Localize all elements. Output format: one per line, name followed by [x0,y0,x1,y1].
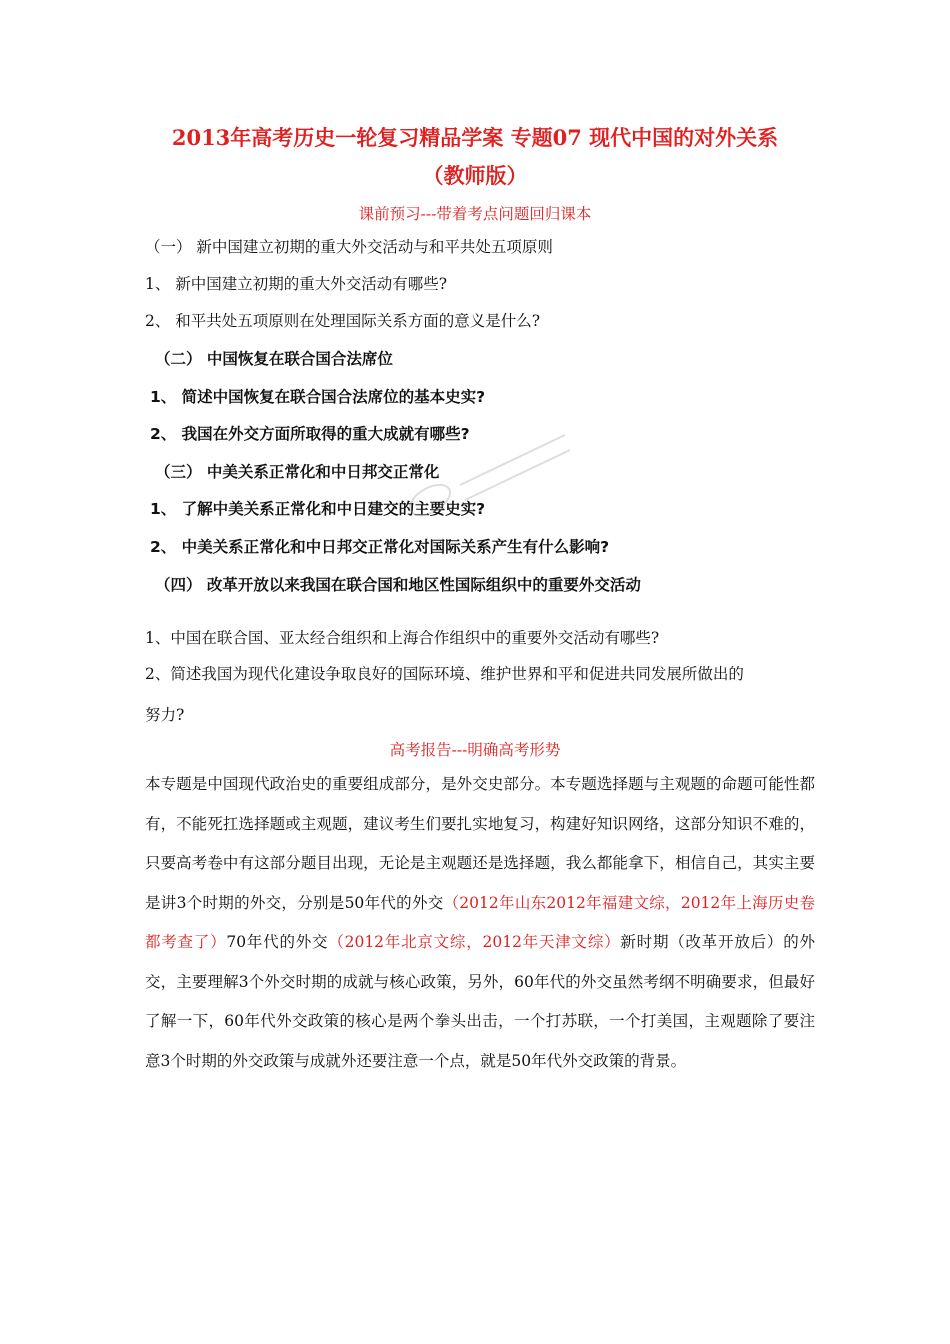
section-heading-preview: 课前预习---带着考点问题回归课本 [358,205,592,223]
section-heading-report: 高考报告---明确高考形势 [389,741,561,759]
part4-question-1: 1、中国在联合国、亚太经合组织和上海合作组织中的重要外交活动有哪些? [145,629,660,647]
part2-question-2: 2、 我国在外交方面所取得的重大成就有哪些? [150,425,470,443]
part3-heading: （三） 中美关系正常化和中日邦交正常化 [155,463,440,481]
report-citation-2: （2012年北京文综，2012年天津文综） [328,933,621,951]
part3-question-1: 1、 了解中美关系正常化和中日建交的主要史实? [150,500,486,518]
part4-heading: （四） 改革开放以来我国在联合国和地区性国际组织中的重要外交活动 [155,576,641,594]
part3-question-2: 2、 中美关系正常化和中日邦交正常化对国际关系产生有什么影响? [150,538,610,556]
part4-question-2-cont: 努力? [145,706,185,724]
part1-heading: （一） 新中国建立初期的重大外交活动与和平共处五项原则 [145,238,553,256]
part1-question-1: 1、 新中国建立初期的重大外交活动有哪些? [145,275,448,293]
report-text-2: 70年代的外交 [226,933,329,951]
part4-question-2: 2、简述我国为现代化建设争取良好的国际环境、维护世界和平和促进共同发展所做出的 [145,665,744,683]
part2-question-1: 1、 简述中国恢复在联合国合法席位的基本史实? [150,388,486,406]
part1-question-2: 2、 和平共处五项原则在处理国际关系方面的意义是什么? [145,312,541,330]
document-subtitle: （教师版） [422,163,528,188]
watermark-logo [390,415,580,545]
report-text-3: 新时期（改革开放后）的外交，主要理解3个外交时期的成就与核心政策，另外，60年代的外交虽然考纲不明确要求，但最好了解一下，60年代外交政策的核心是两个拳头出击，一个打苏联，一个打美国，主观题除了要注意3个时期的外交政策与成就外还要注意一个点，就是50年代外交政策的背景。 [145,933,815,1070]
part2-heading: （二） 中国恢复在联合国合法席位 [155,350,393,368]
report-text-1: 本专题是中国现代政治史的重要组成部分，是外交史部分。本专题选择题与主观题的命题可能性都有，不能死扛选择题或主观题，建议考生们要扎实地复习，构建好知识网络，这部分知识不难的，只要高考卷中有这部分题目出现，无论是主观题还是选择题，我么都能拿下，相信自己，其实主要是讲3个时期的外交，分别是50年代的外交 [145,775,815,912]
report-citation-1: （2012年山东2012年福建文综，2012年上海历史卷都考查了） [145,893,815,951]
document-title: 2013年高考历史一轮复习精品学案 专题07 现代中国的对外关系 [171,125,779,150]
report-paragraph [145,765,815,1081]
